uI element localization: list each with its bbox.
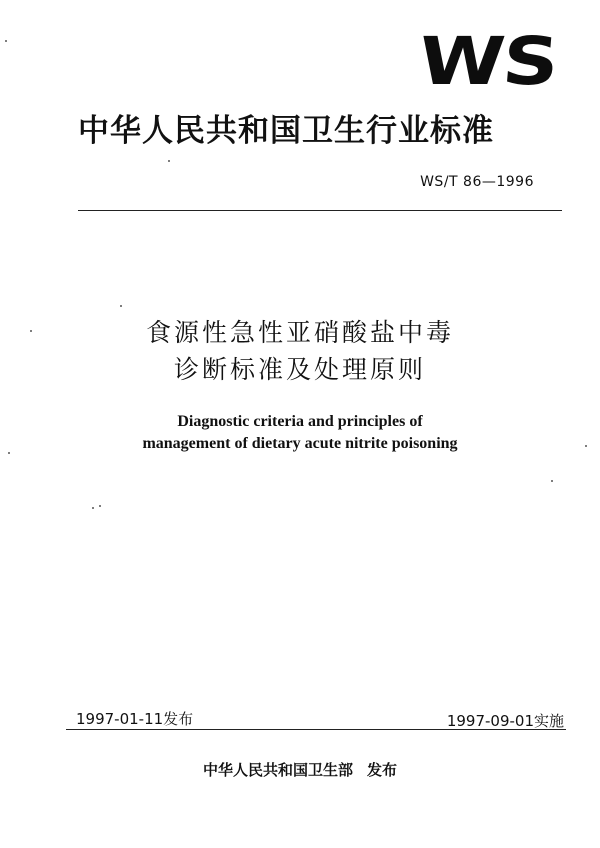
scan-speck xyxy=(168,160,170,162)
footer-divider xyxy=(66,729,566,730)
scan-speck xyxy=(92,507,94,509)
scan-speck xyxy=(120,305,122,307)
scan-speck xyxy=(5,40,7,42)
scan-speck xyxy=(551,480,553,482)
title-en-line1: Diagnostic criteria and principles of xyxy=(177,413,423,430)
scan-speck xyxy=(99,505,101,507)
title-en-line2: management of dietary acute nitrite poisoning xyxy=(142,435,458,452)
title-cn-line2: 诊断标准及处理原则 xyxy=(173,355,426,384)
scan-speck xyxy=(8,452,10,454)
publisher-name: 中华人民共和国卫生部 xyxy=(202,761,353,779)
issue-date: 1997-01-11发布 xyxy=(76,710,194,728)
effective-date: 1997-09-01实施 xyxy=(446,712,564,730)
publisher-line xyxy=(0,759,600,780)
title-cn-line1: 食源性急性亚硝酸盐中毒 xyxy=(145,318,454,347)
scan-speck xyxy=(30,330,32,332)
standard-number: WS/T 86—1996 xyxy=(420,174,534,190)
org-title: 中华人民共和国卫生行业标准 xyxy=(78,113,494,149)
header-divider xyxy=(78,210,562,211)
ws-logo: WS xyxy=(415,23,560,100)
scan-speck xyxy=(585,445,587,447)
publisher-action: 发布 xyxy=(367,761,398,779)
